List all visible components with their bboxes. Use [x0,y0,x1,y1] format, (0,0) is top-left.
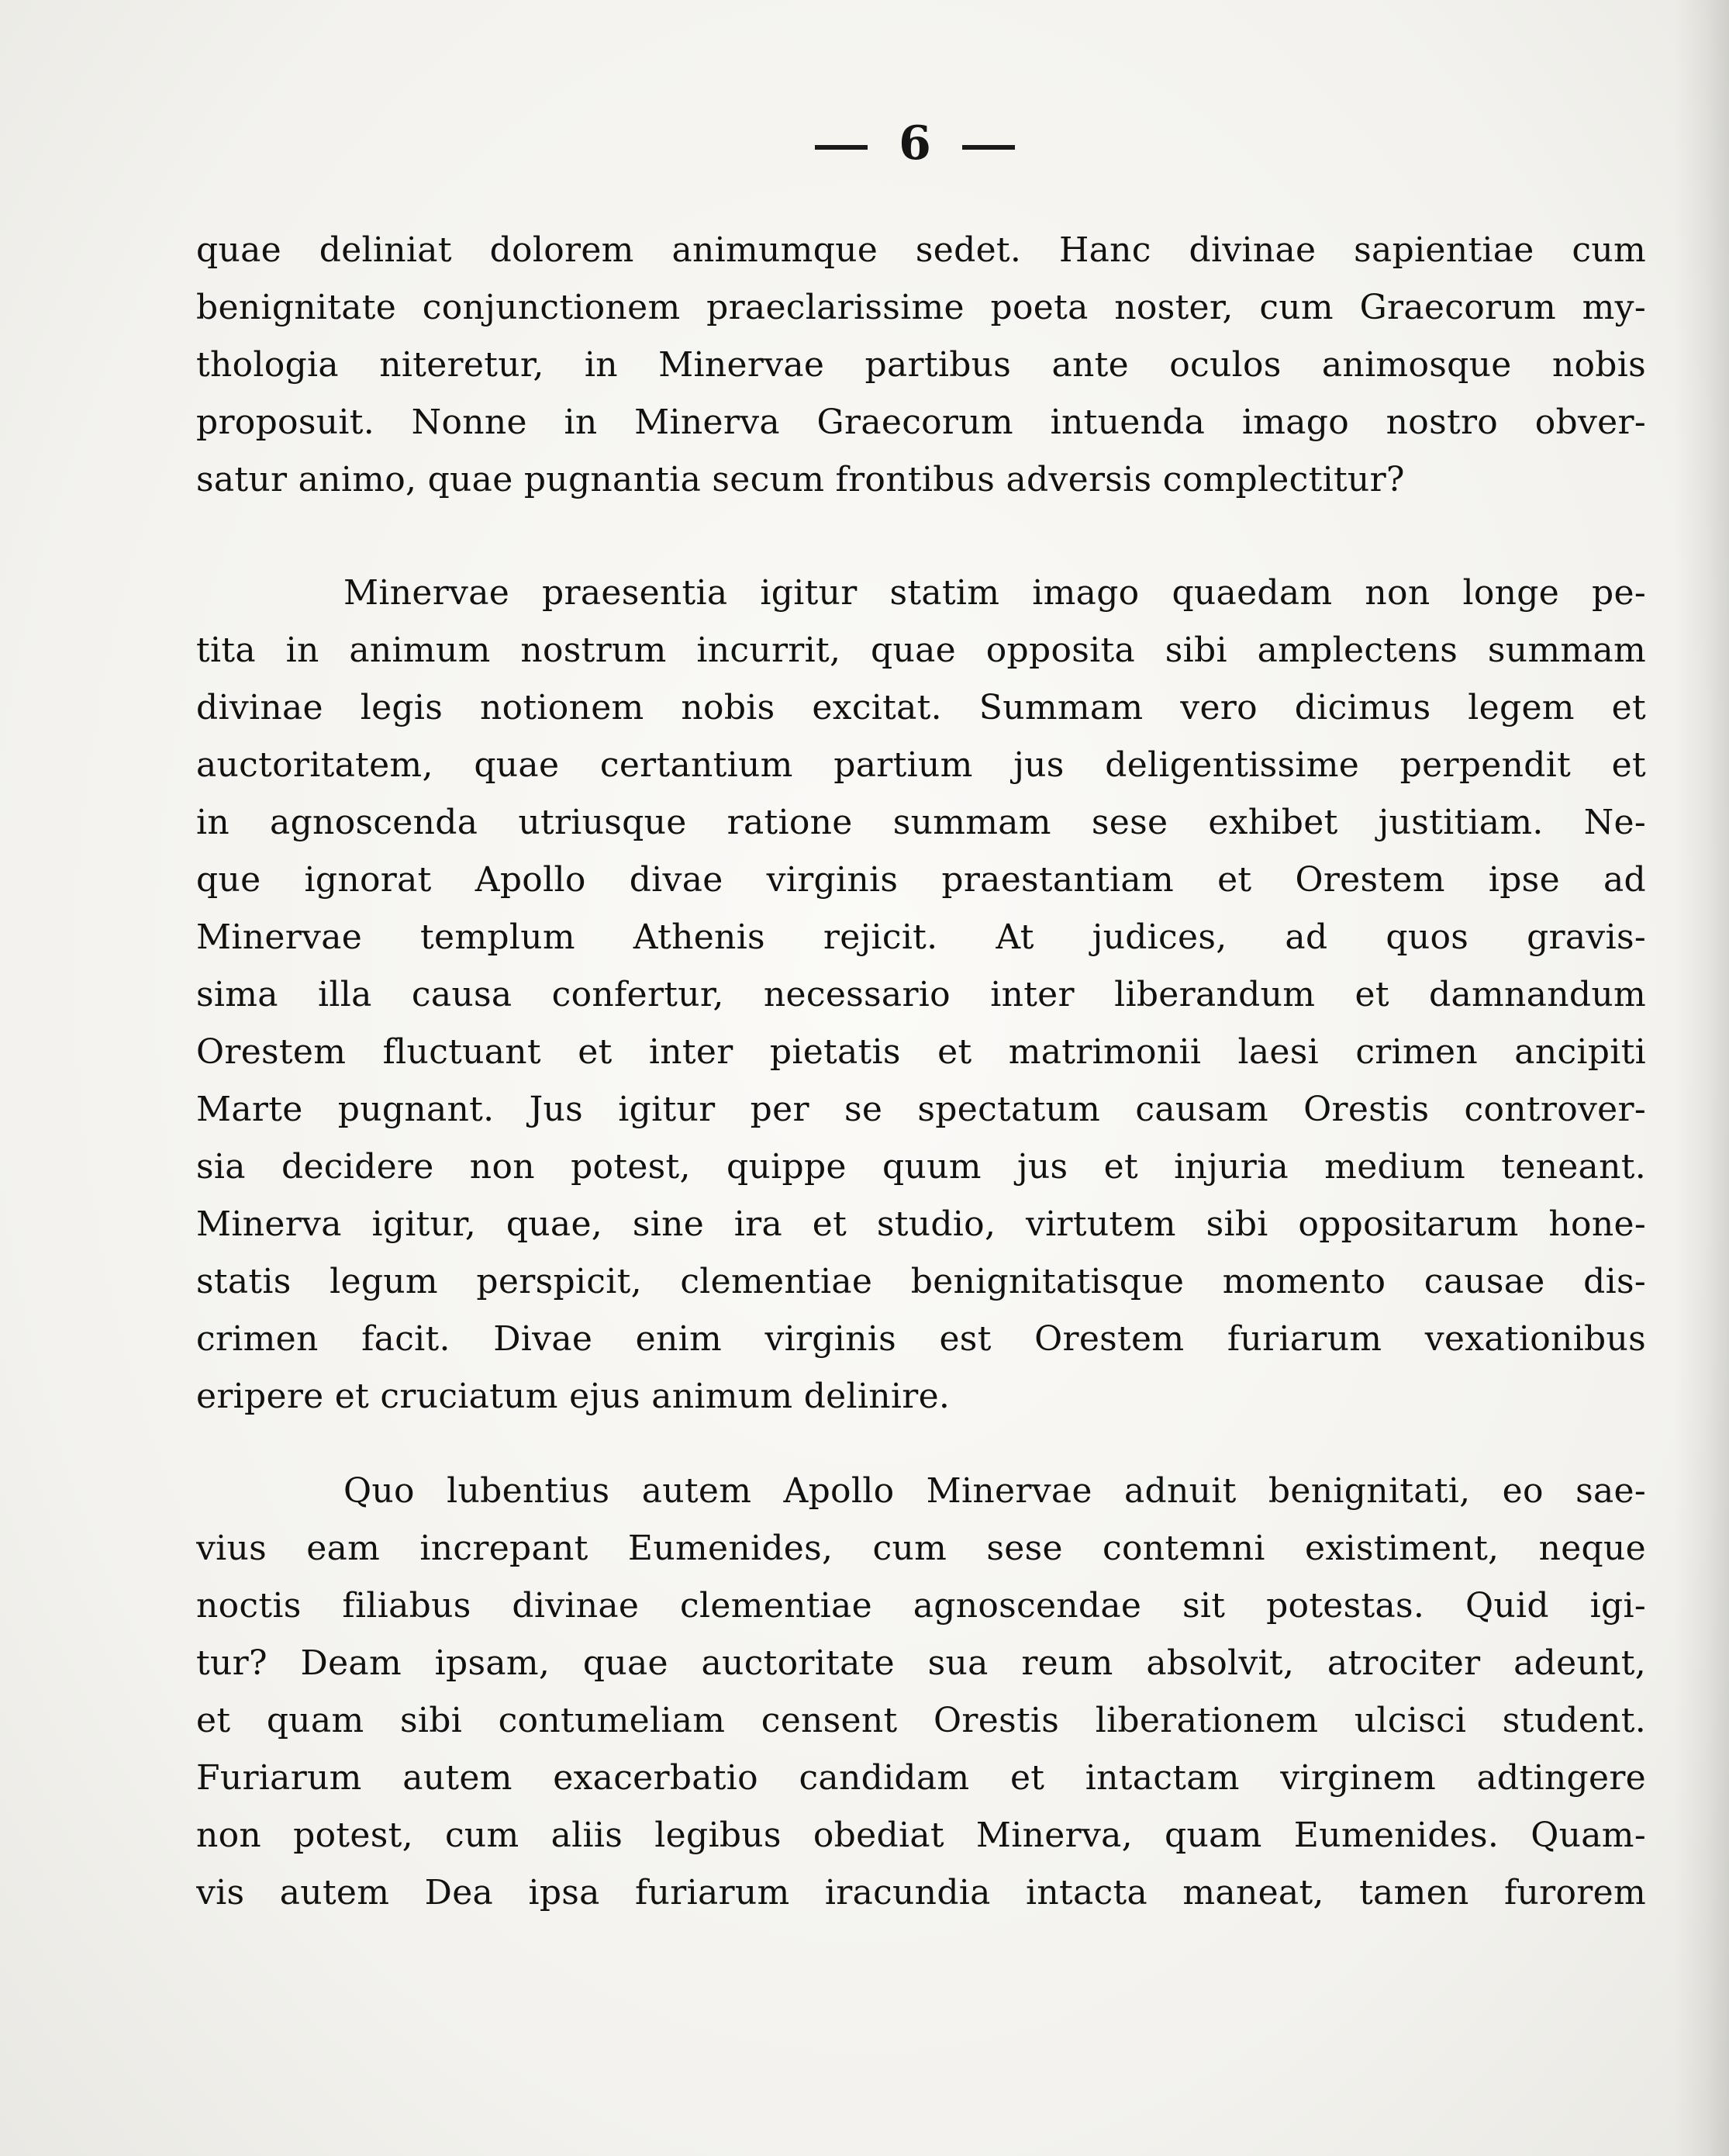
text-line: proposuit. Nonne in Minerva Graecorum intuenda imago nostro obver- [196,403,1646,442]
text-line: sia decidere non potest, quippe quum jus et injuria medium teneant. [196,1147,1646,1187]
text-line: que ignorat Apollo divae virginis praestantiam et Orestem ipse ad [196,860,1646,900]
text-line: non potest, cum aliis legibus obediat Minerva, quam Eumenides. Quam- [196,1816,1646,1855]
text-line: statis legum perspicit, clementiae benignitatisque momento causae dis- [196,1262,1646,1301]
text-line: sima illa causa confertur, necessario inter liberandum et damnandum [196,975,1646,1014]
page-number: 6 [899,116,931,171]
text-line: in agnoscenda utriusque ratione summam sese exhibet justitiam. Ne- [196,803,1646,842]
text-line: vius eam increpant Eumenides, cum sese contemni existiment, neque [196,1529,1646,1568]
paragraph-2 [196,565,1646,1425]
text-line: Minerva igitur, quae, sine ira et studio, virtutem sibi oppositarum hone- [196,1204,1646,1244]
text-line: thologia niteretur, in Minervae partibus ante oculos animosque nobis [196,345,1646,385]
header-dash-left [815,145,868,150]
text-line: auctoritatem, quae certantium partium jus deligentissime perpendit et [196,745,1646,785]
text-line: Marte pugnant. Jus igitur per se spectatum causam Orestis controver- [196,1090,1646,1129]
header-dash-right [962,145,1015,150]
text-line: divinae legis notionem nobis excitat. Summam vero dicimus legem et [196,688,1646,727]
text-line: et quam sibi contumeliam censent Orestis liberationem ulcisci student. [196,1701,1646,1740]
text-line: noctis filiabus divinae clementiae agnoscendae sit potestas. Quid igi- [196,1586,1646,1626]
text-line: satur animo, quae pugnantia secum frontibus adversis complectitur? [196,460,1405,499]
text-line: Quo lubentius autem Apollo Minervae adnuit benignitati, eo sae- [343,1471,1646,1511]
text-line: eripere et cruciatum ejus animum delinire. [196,1377,951,1416]
text-line: Minervae praesentia igitur statim imago quaedam non longe pe- [343,573,1646,613]
page-gutter-shadow [1675,0,1729,2156]
text-line: tita in animum nostrum incurrit, quae opposita sibi amplectens summam [196,631,1646,670]
text-line: vis autem Dea ipsa furiarum iracundia intacta maneat, tamen furorem [196,1873,1646,1912]
paragraph-3 [196,1463,1646,1922]
text-line: crimen facit. Divae enim virginis est Orestem furiarum vexationibus [196,1319,1646,1359]
text-line: Orestem fluctuant et inter pietatis et matrimonii laesi crimen ancipiti [196,1032,1646,1072]
text-line: tur? Deam ipsam, quae auctoritate sua reum absolvit, atrociter adeunt, [196,1643,1646,1683]
text-line: quae deliniat dolorem animumque sedet. Hanc divinae sapientiae cum [196,230,1646,270]
paragraph-1 [196,222,1646,509]
text-line: Furiarum autem exacerbatio candidam et intactam virginem adtingere [196,1758,1646,1798]
page-number-header [0,116,1729,171]
text-line: benignitate conjunctionem praeclarissime poeta noster, cum Graecorum my- [196,288,1646,327]
text-line: Minervae templum Athenis rejicit. At judices, ad quos gravis- [196,917,1646,957]
